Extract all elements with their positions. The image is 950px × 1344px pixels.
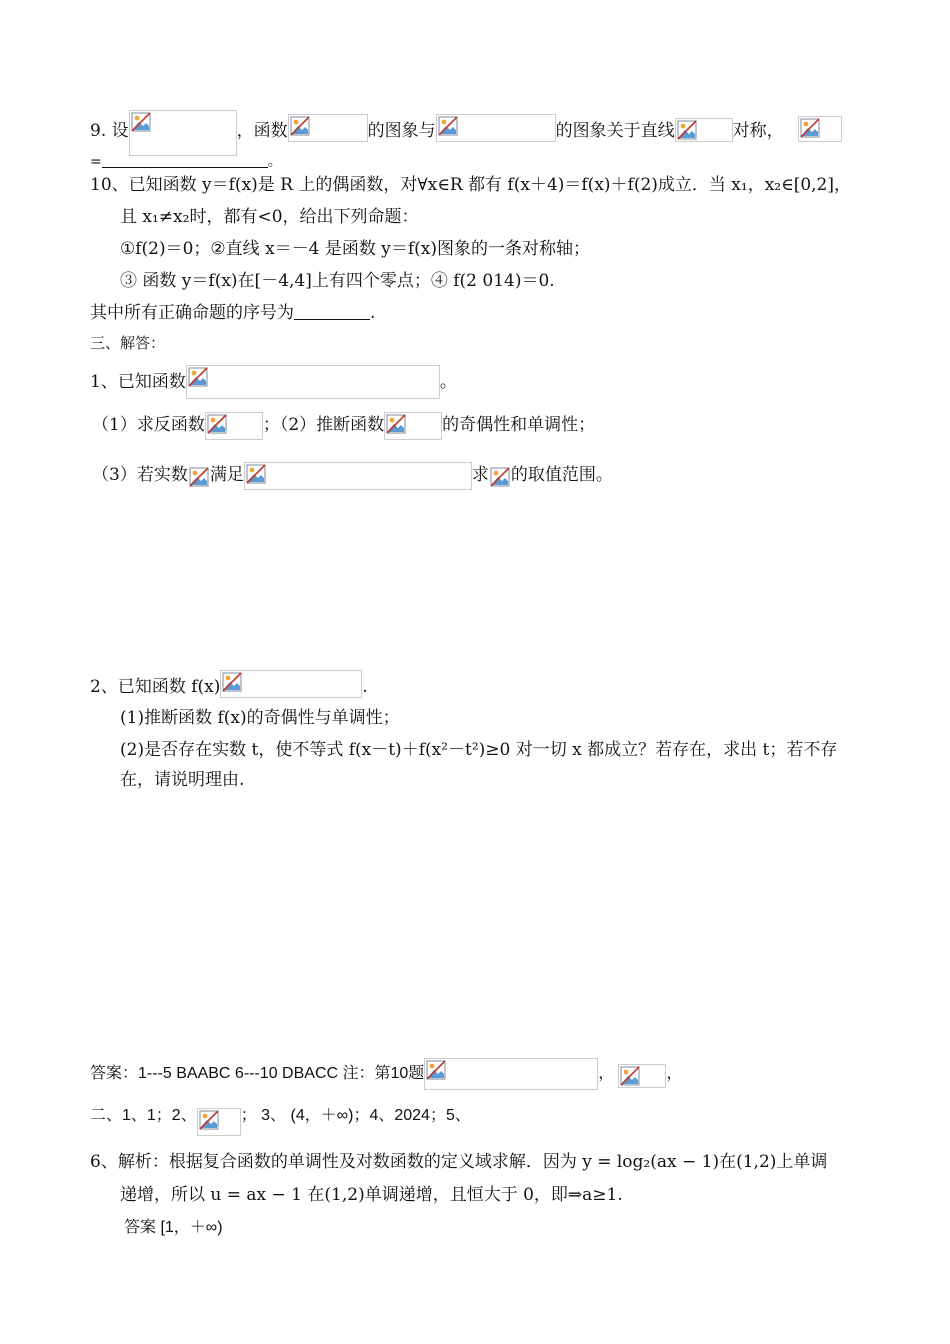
broken-image-icon [131,112,151,132]
q10-text: . [370,303,376,323]
answer-line-3: 6、解析：根据复合函数的单调性及对数函数的定义域求解．因为 y = log₂(ax − 1)在(1,2)上单调 [90,1152,828,1172]
a1-text: 。 [439,372,457,392]
answer-text: ， [666,1065,683,1082]
answer-line-5: 答案 [1，＋∞) [124,1219,223,1236]
answer-line-2 [90,1104,471,1136]
broken-image-icon [620,1066,640,1086]
a1-title [90,365,457,399]
a1-part-3 [92,462,613,490]
section-heading: 三、解答： [90,334,166,352]
a1-text: 求 [471,465,489,485]
answer-line-4: 递增，所以 u = ax − 1 在(1,2)单调递增，且恒大于 0，即⇒a≥1. [120,1185,623,1205]
broken-image-icon [426,1060,446,1080]
broken-image-icon [199,1110,219,1130]
formula-image [618,1064,666,1088]
a1-part-1-2 [92,412,595,440]
answer-text: 答案：1---5 BAABC 6---10 DBACC 注：第10题 [90,1065,425,1082]
a2-line-1: (1)推断函数 f(x)的奇偶性与单调性； [120,708,400,728]
a1-text: 的奇偶性和单调性； [442,415,596,435]
formula-image [244,462,472,490]
a1-text: ；（2）推断函数 [262,415,385,435]
broken-image-icon [207,414,227,434]
broken-image-icon [490,467,510,487]
q10-line-4: ③ 函数 y＝f(x)在[－4,4]上有四个零点；④ f(2 014)＝0. [120,271,555,291]
q9-answer-line [90,150,282,174]
a2-text: . [362,677,368,697]
formula-image [197,1108,241,1136]
answer-text: ， [598,1065,615,1082]
formula-image [220,670,362,698]
answer-line-1 [90,1058,682,1090]
q9-text: 的图象与 [367,121,436,141]
q9-text: ，函数 [236,121,288,141]
broken-image-icon [246,464,266,484]
q10-line-1: 10、已知函数 y＝f(x)是 R 上的偶函数，对∀x∈R 都有 f(x＋4)＝f(x)＋f(2)成立．当 x₁，x₂∈[0,2]， [90,175,851,195]
a2-line-3: 在，请说明理由. [120,770,245,790]
broken-image-icon [188,367,208,387]
q10-line-5 [90,301,375,325]
answer-blank [294,302,370,320]
q10-line-2: 且 x₁≠x₂时，都有<0，给出下列命题： [120,207,419,227]
q9-text: 。 [267,154,282,170]
broken-image-icon [290,116,310,136]
broken-image-icon [800,118,820,138]
formula-image [205,412,263,440]
q9-text: = [90,154,102,170]
a1-text: 满足 [209,465,244,485]
broken-image-icon [189,467,209,487]
a1-text: 1、已知函数 [90,372,186,392]
broken-image-icon [677,120,697,140]
formula-image [384,412,442,440]
formula-image [798,116,842,142]
q9-text: 9. 设 [90,121,129,141]
a1-text: 的取值范围。 [510,465,613,485]
answer-blank [102,155,268,168]
formula-image [675,118,733,142]
formula-image [186,365,440,399]
formula-image [288,114,368,142]
broken-image-icon [438,116,458,136]
a2-text: 2、已知函数 f(x) [90,677,221,697]
formula-image [436,114,556,142]
broken-image-icon [386,414,406,434]
a1-text: （1）求反函数 [92,415,205,435]
q10-text: 其中所有正确命题的序号为 [90,303,294,323]
answer-text: 二、1、1；2、 [90,1107,197,1124]
a2-title [90,670,368,699]
broken-image-icon [222,672,242,692]
formula-image [188,466,210,490]
a2-line-2: (2)是否存在实数 t，使不等式 f(x－t)＋f(x²－t²)≥0 对一切 x 都成立？若存在，求出 t；若不存 [120,740,838,760]
formula-image [424,1058,598,1090]
answer-text: ； 3、 (4，＋∞)；4、2024；5、 [240,1107,471,1124]
q10-line-3: ①f(2)＝0；②直线 x＝－4 是函数 y＝f(x)图象的一条对称轴； [120,239,591,259]
formula-image [489,466,511,490]
q9-text: 的图象关于直线 [555,121,675,141]
q9-text: 对称， [732,121,784,141]
a1-text: （3）若实数 [92,465,188,485]
